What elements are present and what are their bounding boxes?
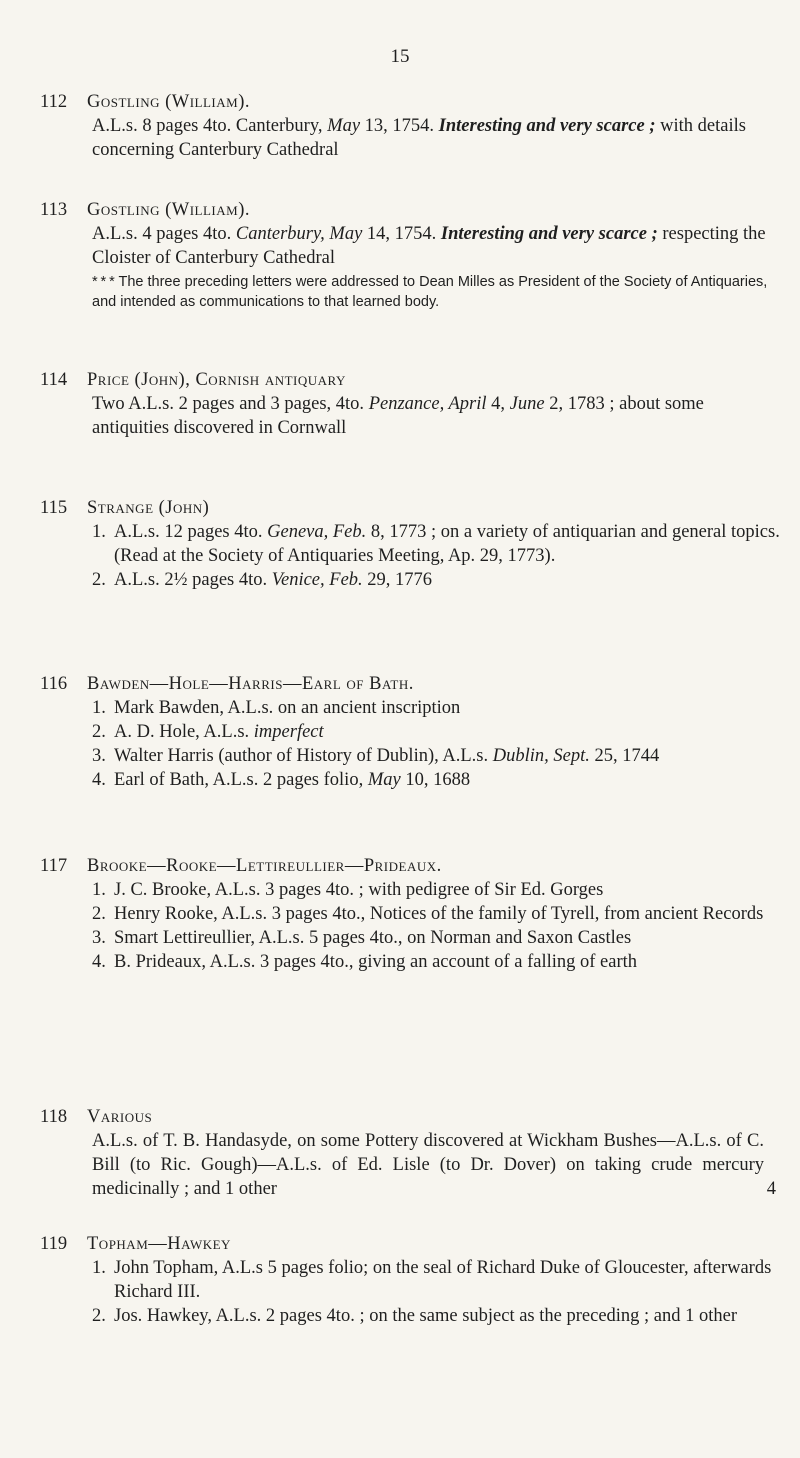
lot-description: Two A.L.s. 2 pages and 3 pages, 4to. Penzance, April 4, June 2, 1783 ; about some antiquities discovered in Cornwall	[92, 394, 704, 438]
lot-description: A.L.s. of T. B. Handasyde, on some Pottery discovered at Wickham Bushes—A.L.s. of C. Bill (to Ric. Gough)—A.L.s. of Ed. Lisle (to Dr. Dover) on taking crude mercury medicinally ; and 1 other 4	[92, 1131, 776, 1199]
list-item	[92, 950, 780, 974]
item-text: B. Prideaux, A.L.s. 3 pages 4to., giving an account of a falling of earth	[114, 952, 638, 972]
item-number: 3.	[92, 746, 106, 766]
list-item	[92, 902, 780, 926]
lot-title: Bawden—Hole—Harris—Earl of Bath.	[87, 674, 414, 694]
list-item	[92, 744, 780, 768]
lot-115	[40, 496, 780, 592]
lot-title: Strange (John)	[87, 498, 210, 518]
item-number: 2.	[92, 904, 106, 924]
lot-heading	[40, 672, 780, 696]
list-item	[92, 1256, 780, 1304]
item-text-tail: 8, 1773 ; on a variety of antiquarian and general topics. (Read at the Society of Antiquaries Meeting, Ap. 29, 1773).	[114, 522, 780, 566]
item-number: 3.	[92, 928, 106, 948]
item-number: 1.	[92, 698, 106, 718]
lot-description: A.L.s. 4 pages 4to. Canterbury, May 14, 1754. Interesting and very scarce ; respecting the Cloister of Canterbury Cathedral	[92, 224, 766, 268]
item-text: Mark Bawden, A.L.s. on an ancient inscription	[114, 698, 461, 718]
lot-119	[40, 1232, 780, 1328]
list-item	[92, 768, 780, 792]
lot-number: 118	[40, 1107, 68, 1127]
lot-118	[40, 1105, 780, 1201]
lot-heading	[40, 496, 780, 520]
item-text: Henry Rooke, A.L.s. 3 pages 4to., Notices of the family of Tyrell, from ancient Records	[114, 904, 764, 924]
lot-heading	[40, 1105, 780, 1129]
item-text-tail: 10, 1688	[400, 770, 471, 790]
item-italic: Venice, Feb.	[271, 570, 363, 590]
item-text-tail: 29, 1776	[362, 570, 433, 590]
lot-title: Price (John), Cornish antiquary	[87, 370, 346, 390]
lot-number: 115	[40, 498, 68, 518]
lot-113	[40, 198, 780, 312]
lot-title: Brooke—Rooke—Lettireullier—Prideaux.	[87, 856, 442, 876]
item-italic: May	[367, 770, 401, 790]
lot-117	[40, 854, 780, 974]
list-item	[92, 696, 780, 720]
item-list	[40, 878, 780, 974]
item-list	[40, 696, 780, 792]
lot-number: 112	[40, 92, 68, 112]
item-text: John Topham, A.L.s 5 pages folio; on the seal of Richard Duke of Gloucester, afterwards Richard III.	[114, 1258, 772, 1302]
page-number: 15	[390, 46, 410, 67]
item-number: 1.	[92, 1258, 106, 1278]
lot-title: Gostling (William).	[87, 200, 250, 220]
list-item	[92, 878, 780, 902]
lot-heading	[40, 198, 780, 222]
list-item	[92, 926, 780, 950]
lot-title: Gostling (William).	[87, 92, 250, 112]
item-number: 2.	[92, 722, 106, 742]
lot-heading	[40, 368, 780, 392]
item-text: A.L.s. 2½ pages 4to.	[114, 570, 272, 590]
lot-112	[40, 90, 780, 162]
item-text: Walter Harris (author of History of Dublin), A.L.s.	[114, 746, 493, 766]
item-text: Earl of Bath, A.L.s. 2 pages folio,	[114, 770, 368, 790]
item-number: 2.	[92, 570, 106, 590]
item-number: 1.	[92, 880, 106, 900]
item-list	[40, 520, 780, 592]
item-text-tail: 25, 1744	[589, 746, 660, 766]
item-number: 2.	[92, 1306, 106, 1326]
item-text: Smart Lettireullier, A.L.s. 5 pages 4to., on Norman and Saxon Castles	[114, 928, 632, 948]
lot-count: 4	[766, 1179, 776, 1199]
lot-number: 119	[40, 1234, 68, 1254]
lot-title: Topham—Hawkey	[87, 1234, 231, 1254]
item-italic: imperfect	[253, 722, 324, 742]
item-text: Jos. Hawkey, A.L.s. 2 pages 4to. ; on the same subject as the preceding ; and 1 other	[114, 1306, 738, 1326]
lot-number: 114	[40, 370, 68, 390]
item-number: 1.	[92, 522, 106, 542]
item-italic: Dublin, Sept.	[492, 746, 590, 766]
lot-heading	[40, 90, 780, 114]
item-text: A.L.s. 12 pages 4to.	[114, 522, 268, 542]
lot-heading	[40, 854, 780, 878]
item-number: 4.	[92, 770, 106, 790]
lot-description: A.L.s. 8 pages 4to. Canterbury, May 13, 1754. Interesting and very scarce ; with details concerning Canterbury Cathedral	[92, 116, 746, 160]
list-item	[92, 568, 780, 592]
footnote: * * * The three preceding letters were addressed to Dean Milles as President of the Society of Antiquaries, and intended as communications to that learned body.	[92, 274, 768, 310]
list-item	[92, 1304, 780, 1328]
item-text: J. C. Brooke, A.L.s. 3 pages 4to. ; with pedigree of Sir Ed. Gorges	[114, 880, 604, 900]
item-text: A. D. Hole, A.L.s.	[114, 722, 254, 742]
item-number: 4.	[92, 952, 106, 972]
list-item	[92, 720, 780, 744]
lot-title: Various	[87, 1107, 153, 1127]
item-italic: Geneva, Feb.	[267, 522, 367, 542]
lot-116	[40, 672, 780, 792]
list-item	[92, 520, 780, 568]
lot-number: 117	[40, 856, 68, 876]
lot-114	[40, 368, 780, 440]
lot-number: 113	[40, 200, 68, 220]
lot-number: 116	[40, 674, 68, 694]
lot-heading	[40, 1232, 780, 1256]
item-list	[40, 1256, 780, 1328]
